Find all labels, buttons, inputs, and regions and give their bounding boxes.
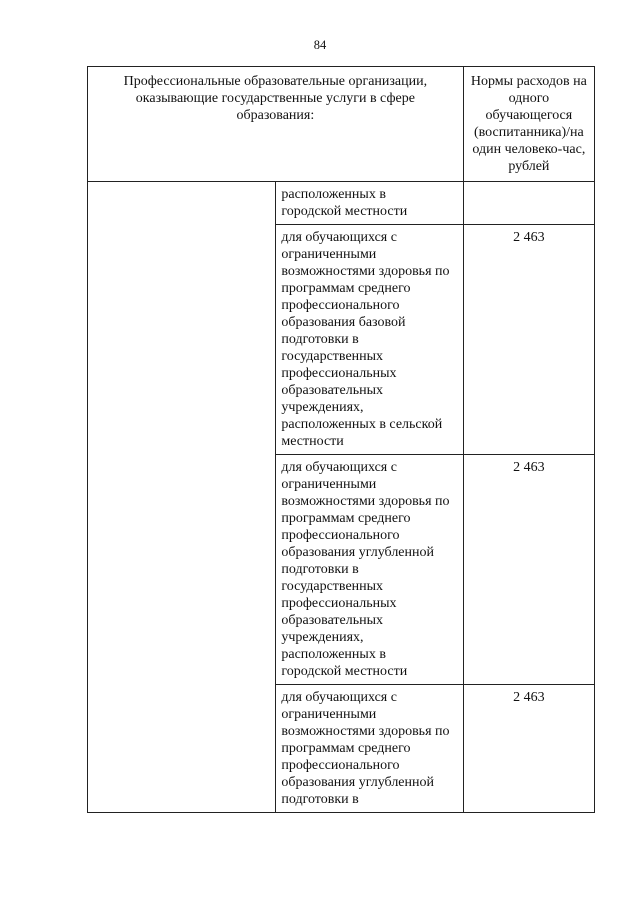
row-description: для обучающихся с ограниченными возможностями здоровья по программам среднего профессионального образования углубленной подготовки в	[276, 685, 463, 813]
organization-type-cell	[88, 182, 276, 813]
header-norms: Нормы расходов на одного обучающегося (воспитанника)/на один человеко-час, рублей	[463, 67, 594, 182]
row-value: 2 463	[463, 455, 594, 685]
header-organizations: Профессиональные образовательные организации, оказывающие государственные услуги в сфере образования:	[88, 67, 464, 182]
row-value	[463, 182, 594, 225]
row-value: 2 463	[463, 685, 594, 813]
table-row	[88, 182, 595, 225]
row-description: для обучающихся с ограниченными возможностями здоровья по программам среднего профессионального образования базовой подготовки в государственных профессиональных образовательных учреждениях, расположенных в сельской местности	[276, 225, 463, 455]
row-description: расположенных в городской местности	[276, 182, 463, 225]
row-value: 2 463	[463, 225, 594, 455]
norms-table	[87, 66, 595, 813]
row-description: для обучающихся с ограниченными возможностями здоровья по программам среднего профессионального образования углубленной подготовки в государственных профессиональных образовательных учреждениях, расположенных в городской местности	[276, 455, 463, 685]
page-number: 84	[313, 38, 327, 52]
table-header-row	[88, 67, 595, 182]
